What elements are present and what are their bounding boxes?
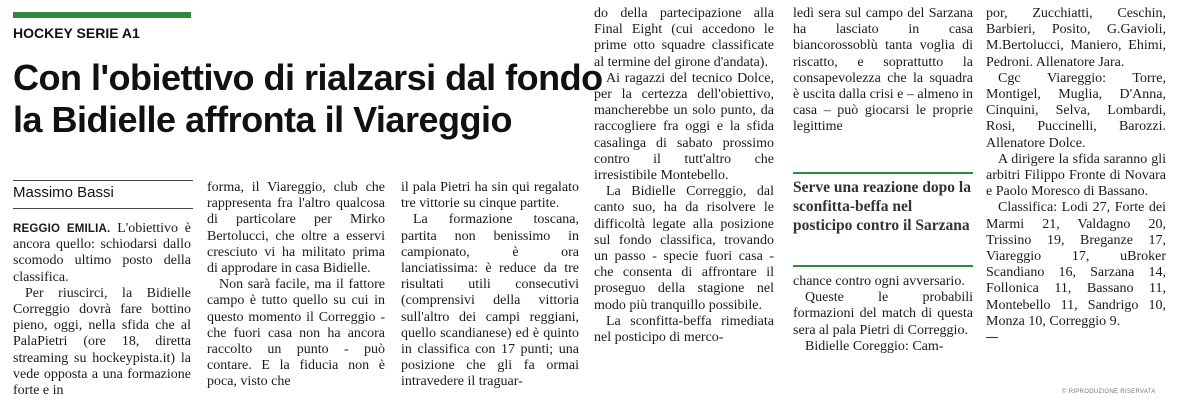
paragraph (13, 221, 191, 286)
headline-line-2: la Bidielle affronta il Viareggio (13, 99, 512, 140)
article-column-6 (986, 6, 1166, 346)
byline-rule-bottom (13, 208, 193, 209)
copyright-notice: © RIPRODUZIONE RISERVATA (1062, 389, 1156, 395)
paragraph: A dirigere la sfida saranno gli arbitri Filippo Fronte di Novara e Paolo Moresco di Bassano. (986, 151, 1166, 200)
paragraph: por, Zucchiatti, Ceschin, Barbieri, Posito, G.Gavioli, M.Bertolucci, Maniero, Ehimi, Pedroni. Allenatore Jara. (986, 6, 1166, 70)
article-column-5-continued (793, 274, 973, 355)
byline-author: Massimo Bassi (13, 184, 114, 201)
paragraph: Non sarà facile, ma il fattore campo è tutto quello su cui in questo momento il Correggio - che fuori casa non ha ancora raccolto un punto - può contare. E la fiducia non è poca, visto che (207, 277, 385, 390)
byline-rule-top (13, 180, 193, 181)
paragraph: ledì sera sul campo del Sarzana ha lasciato in casa biancorossoblù tanta voglia di riscatto, e soprattutto la consapevolezza che la squadra è uscita dalla crisi e – almeno in casa – può giocarsi le proprie legittime (793, 6, 973, 135)
paragraph: Cgc Viareggio: Torre, Montigel, Muglia, D'Anna, Cinquini, Selva, Lombardi, Rosi, Puccinelli, Barozzi. Allenatore Dolce. (986, 70, 1166, 151)
paragraph: Ai ragazzi del tecnico Dolce, per la certezza dell'obiettivo, mancherebbe un solo punto, da raccogliere fra oggi e la sfida casalinga di sabato prossimo contro il tutt'altro che irresistibile Montebello. (594, 70, 774, 184)
paragraph-text: L'obiettivo è ancora quello: schiodarsi dallo scomodo ultimo posto della classifica. (13, 221, 192, 285)
paragraph: La sconfitta-beffa rimediata nel posticipo di merco- (594, 313, 774, 346)
paragraph: do della partecipazione alla Final Eight (cui accedono le prime otto squadre classificate al termine del girone d'andata). (594, 6, 774, 70)
pullquote-rule-bottom (793, 265, 973, 267)
article-column-2 (207, 180, 385, 391)
article-column-4 (594, 6, 774, 346)
paragraph: forma, il Viareggio, club che rappresenta fra l'altro qualcosa di particolare per Mirko Bertolucci, che oltre a esservi cresciuto vi ha militato prima di approdare in casa Bidielle. (207, 180, 385, 277)
article-column-3 (401, 180, 579, 391)
paragraph: il pala Pietri ha sin qui regalato tre vittorie su cinque partite. (401, 180, 579, 212)
headline-line-1: Con l'obiettivo di rialzarsi dal fondo (13, 57, 603, 98)
section-color-bar (13, 12, 191, 18)
end-mark (986, 330, 1166, 346)
paragraph: chance contro ogni avversario. (793, 274, 965, 289)
paragraph: Per riuscirci, la Bidielle Correggio dovrà fare bottino pieno, oggi, nella sfida che al PalaPietri (ore 18, diretta streaming su hockeypista.it) la vede opposta a una formazione forte e in (13, 285, 191, 399)
headline (13, 57, 603, 141)
paragraph: La formazione toscana, partita non benissimo in campionato, è ora lanciatissima: è reduce da tre risultati utili consecutivi (comprensivi della vittoria sull'altro dei campi reggiani, quello scandianese) ed è quinto in classifica con 17 punti; una posizione che gli fa ormai intravedere il traguar- (401, 212, 579, 390)
pullquote-rule-top (793, 172, 973, 174)
article-column-1 (13, 221, 191, 399)
paragraph: Bidielle Coreggio: Cam- (805, 338, 944, 354)
paragraph: Queste le probabili formazioni del match di questa sera al pala Pietri di Correggio. (793, 290, 973, 338)
dateline: REGGIO EMILIA. (13, 223, 111, 235)
section-kicker: HOCKEY SERIE A1 (13, 25, 140, 41)
article-column-5 (793, 6, 973, 136)
paragraph: Classifica: Lodi 27, Forte dei Marmi 21, Valdagno 20, Trissino 19, Breganze 17, Viareggio 17, uBroker Scandiano 16, Sarzana 14, Follonica 11, Bassano 11, Montebello 11, Sandrigo 10, Monza 10, Correggio 9. (986, 200, 1166, 329)
end-dash (986, 337, 998, 338)
paragraph: La Bidielle Correggio, dal canto suo, ha da risolvere le difficoltà legate alla posizione sul fondo classifica, trovando un passo - specie fuori casa - che consenta di affrontare il proseguo della stagione nel modo più tranquillo possibile. (594, 184, 774, 313)
pullquote: Serve una reazione dopo la sconfitta-beffa nel posticipo contro il Sarzana (793, 179, 971, 234)
